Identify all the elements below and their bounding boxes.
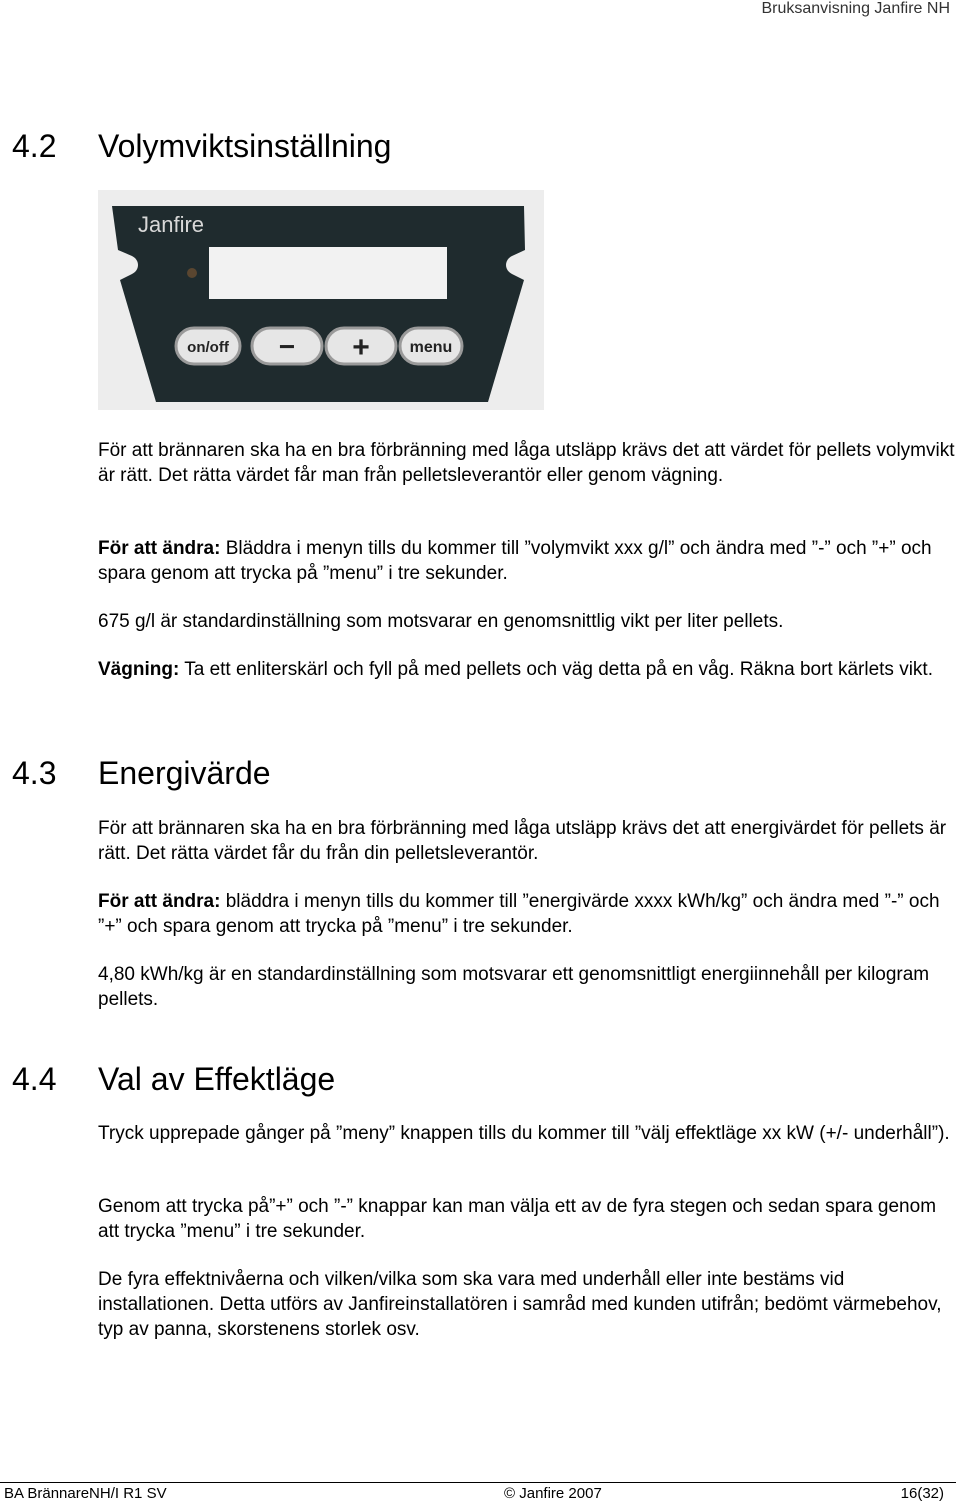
section-title: Volymviktsinställning [98,128,392,164]
brand-logo: Janfire [138,212,205,237]
paragraph-text: Bläddra i menyn tills du kommer till ”volymvikt xxx g/l” och ändra med ”-” och ”+” och spara genom att trycka på ”menu” i tre sekunder. [98,538,932,584]
section-number: 4.2 [12,128,57,164]
paragraph [98,536,958,586]
paragraph: 675 g/l är standardinställning som motsvarar en genomsnittlig vikt per liter pellets. [98,611,784,632]
paragraph: De fyra effektnivåerna och vilken/vilka som ska vara med underhåll eller inte bestäms vid installationen. Detta utförs av Janfireinstallatören i samråd med kunden utifrån; bedömt värmebehov, typ av panna, skorstenens storlek osv. [98,1269,942,1340]
lcd-display [209,247,447,299]
paragraph: För att brännaren ska ha en bra förbränning med låga utsläpp krävs det att värdet för pellets volymvikt är rätt. Det rätta värdet får man från pelletsleverantör eller genom vägning. [98,440,955,486]
section-number: 4.4 [12,1061,57,1097]
menu-label: menu [409,339,453,356]
footer-document-id: BA BrännareNH/I R1 SV [4,1485,167,1502]
paragraph: Tryck upprepade gånger på ”meny” knappen tills du kommer till ”välj effektläge xx kW (+/- underhåll”). [98,1123,950,1144]
section-heading-4-4 [12,1061,335,1098]
paragraph: 4,80 kWh/kg är en standardinställning som motsvarar ett genomsnittligt energiinnehåll per kilogram pellets. [98,964,930,1010]
bold-label: Vägning: [98,659,180,680]
section-heading-4-2 [12,128,391,165]
footer-copyright-text: Janfire 2007 [519,1485,602,1502]
section-heading-4-3 [12,755,271,792]
paragraph: För att brännaren ska ha en bra förbränning med låga utsläpp krävs det att energivärdet för pellets är rätt. Det rätta värdet får du från din pelletsleverantör. [98,818,947,864]
running-header: Bruksanvisning Janfire NH [761,0,950,17]
section-title: Val av Effektläge [98,1061,336,1097]
section-number: 4.3 [12,755,57,791]
menu-button[interactable] [400,328,462,364]
copyright-icon: © [504,1485,520,1502]
footer-copyright [504,1485,602,1502]
plus-label: + [352,331,370,364]
status-led-icon [187,268,197,278]
minus-button[interactable] [252,328,322,364]
on-off-button[interactable] [176,328,240,364]
paragraph [98,657,958,682]
bold-label: För att ändra: [98,891,221,912]
footer-divider [0,1482,956,1483]
section-title: Energivärde [98,755,271,791]
bold-label: För att ändra: [98,538,221,559]
minus-label: − [278,331,296,362]
on-off-label: on/off [187,339,229,356]
paragraph-text: bläddra i menyn tills du kommer till ”energivärde xxxx kWh/kg” och ändra med ”-” och ”+” och spara genom att trycka på ”menu” i tre sekunder. [98,891,940,937]
plus-button[interactable] [326,328,396,364]
footer-page-number: 16(32) [900,1485,944,1502]
paragraph: Genom att trycka på”+” och ”-” knappar kan man välja ett av de fyra stegen och sedan spara genom att trycka ”menu” i tre sekunder. [98,1196,937,1242]
paragraph-text: Ta ett enliterskärl och fyll på med pellets och väg detta på en våg. Räkna bort kärlets vikt. [179,659,933,680]
control-panel-image [98,190,544,410]
paragraph [98,889,958,939]
